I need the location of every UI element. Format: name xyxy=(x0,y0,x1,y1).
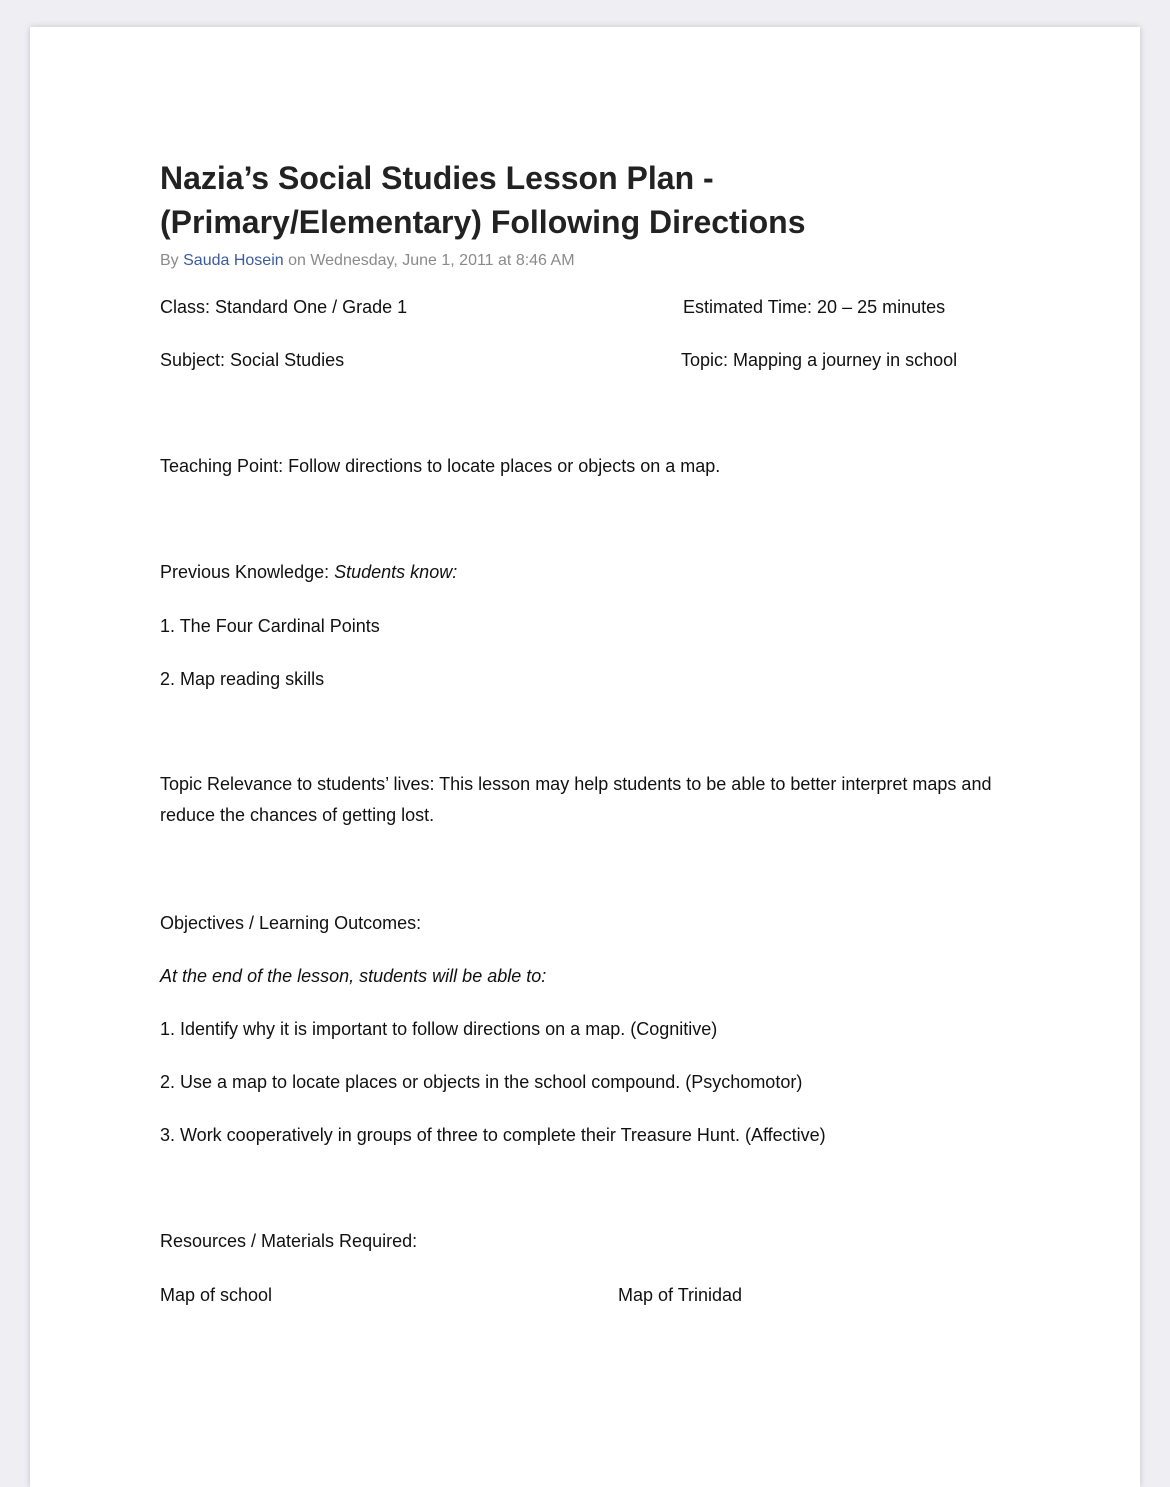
resource-item: Map of Trinidad xyxy=(618,1285,743,1305)
estimated-time-info: Estimated Time: 20 – 25 minutes xyxy=(683,297,946,317)
objectives-intro: At the end of the lesson, students will be able to: xyxy=(160,966,547,986)
list-item: 1. The Four Cardinal Points xyxy=(160,616,380,636)
document-page xyxy=(30,27,1140,1487)
topic-info: Topic: Mapping a journey in school xyxy=(681,350,958,370)
page-title: Nazia’s Social Studies Lesson Plan - (Primary/Elementary) Following Directions xyxy=(160,160,806,240)
class-info: Class: Standard One / Grade 1 xyxy=(160,297,408,317)
author-link[interactable]: Sauda Hosein xyxy=(183,252,284,269)
resource-item: Map of school xyxy=(160,1285,273,1305)
objectives-heading: Objectives / Learning Outcomes: xyxy=(160,913,422,933)
list-item: 2. Map reading skills xyxy=(160,669,325,689)
resources-heading: Resources / Materials Required: xyxy=(160,1231,418,1251)
previous-knowledge-intro: Students know: xyxy=(334,562,458,582)
topic-relevance: Topic Relevance to students’ lives: This lesson may help students to be able to better interpret maps and reduce the chances of getting lost. xyxy=(160,774,992,825)
list-item: 2. Use a map to locate places or objects in the school compound. (Psychomotor) xyxy=(160,1072,803,1092)
previous-knowledge-label: Previous Knowledge: xyxy=(160,562,330,582)
byline-date: on Wednesday, June 1, 2011 at 8:46 AM xyxy=(288,252,575,269)
subject-info: Subject: Social Studies xyxy=(160,350,345,370)
list-item: 3. Work cooperatively in groups of three to complete their Treasure Hunt. (Affective) xyxy=(160,1125,826,1145)
byline xyxy=(160,252,575,270)
teaching-point: Teaching Point: Follow directions to locate places or objects on a map. xyxy=(160,456,721,476)
previous-knowledge-heading xyxy=(160,561,457,583)
list-item: 1. Identify why it is important to follow directions on a map. (Cognitive) xyxy=(160,1019,718,1039)
byline-prefix: By xyxy=(160,252,179,269)
